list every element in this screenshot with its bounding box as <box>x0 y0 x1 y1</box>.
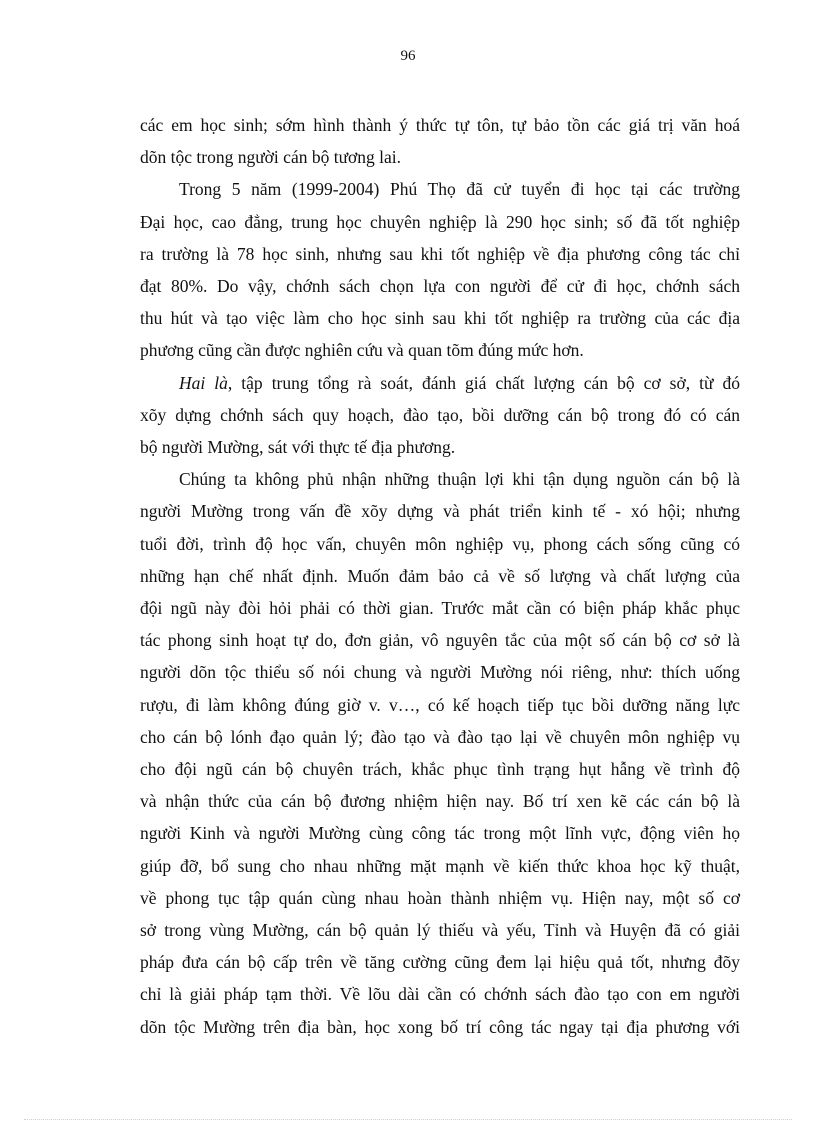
text-line: phương cũng cần được nghiên cứu và quan tõm đúng mức hơn. <box>140 340 584 361</box>
text-fragment: , tập trung tổng rà soát, đánh giá chất lượng cán bộ cơ sở, từ đó <box>227 372 740 393</box>
text-line: rượu, đi làm không đúng giờ v. v…, có kế hoạch tiếp tục bồi dưỡng năng lực <box>140 694 740 715</box>
text-line: chỉ là giải pháp tạm thời. Về lõu dài cần có chớnh sách đào tạo con em người <box>140 984 740 1005</box>
body-text <box>140 109 740 1043</box>
text-line: cho đội ngũ cán bộ chuyên trách, khắc phục tình trạng hụt hẫng về trình độ <box>140 759 740 780</box>
paragraph-2 <box>140 173 740 366</box>
text-line: người dõn tộc thiểu số nói chung và người Mường nói riêng, như: thích uống <box>140 662 740 683</box>
text-line: xõy dựng chớnh sách quy hoạch, đào tạo, bồi dưỡng cán bộ trong đó có cán <box>140 404 740 425</box>
text-line: tuổi đời, trình độ học vấn, chuyên môn nghiệp vụ, phong cách sống cũng có <box>140 533 740 554</box>
paragraph-3 <box>140 367 740 464</box>
page-number: 96 <box>400 48 416 64</box>
text-line: Đại học, cao đẳng, trung học chuyên nghiệp là 290 học sinh; số đã tốt nghiệp <box>140 211 740 232</box>
italic-lead: Hai là <box>179 372 228 393</box>
text-line: đội ngũ này đòi hỏi phải có thời gian. Trước mắt cần có biện pháp khắc phục <box>140 598 740 619</box>
text-line: người Mường trong vấn đề xõy dựng và phát triển kinh tế - xó hội; nhưng <box>140 501 740 522</box>
paragraph-1 <box>140 109 740 173</box>
text-line: về phong tục tập quán cùng nhau hoàn thành nhiệm vụ. Hiện nay, một số cơ <box>140 887 740 908</box>
footer-divider <box>24 1119 792 1120</box>
text-line: bộ người Mường, sát với thực tế địa phương. <box>140 437 456 458</box>
text-line: dõn tộc trong người cán bộ tương lai. <box>140 147 402 168</box>
text-line: dõn tộc Mường trên địa bàn, học xong bố trí công tác ngay tại địa phương với <box>140 1016 740 1037</box>
text-line: tác phong sinh hoạt tự do, đơn giản, vô nguyên tắc của một số cán bộ cơ sở là <box>140 630 740 651</box>
text-line: sở trong vùng Mường, cán bộ quản lý thiếu và yếu, Tỉnh và Huyện đã có giải <box>140 920 740 941</box>
text-line: Chúng ta không phủ nhận những thuận lợi khi tận dụng nguồn cán bộ là <box>179 469 740 490</box>
text-line: giúp đỡ, bổ sung cho nhau những mặt mạnh về kiến thức khoa học kỹ thuật, <box>140 855 740 876</box>
text-line: các em học sinh; sớm hình thành ý thức tự tôn, tự bảo tồn các giá trị văn hoá <box>140 115 740 135</box>
text-line: thu hút và tạo việc làm cho học sinh sau khi tốt nghiệp ra trường của các địa <box>140 308 740 329</box>
text-line: đạt 80%. Do vậy, chớnh sách chọn lựa con người để cử đi học, chớnh sách <box>140 276 740 297</box>
text-line: cho cán bộ lónh đạo quản lý; đào tạo và đào tạo lại về chuyên môn nghiệp vụ <box>140 726 740 747</box>
text-line: Trong 5 năm (1999-2004) Phú Thọ đã cử tuyển đi học tại các trường <box>179 179 740 200</box>
text-line: ra trường là 78 học sinh, nhưng sau khi tốt nghiệp về địa phương công tác chỉ <box>140 243 740 264</box>
text-line: và nhận thức của cán bộ đương nhiệm hiện nay. Bố trí xen kẽ các cán bộ là <box>140 791 740 812</box>
text-line: người Kinh và người Mường cùng công tác trong một lĩnh vực, động viên họ <box>140 823 740 844</box>
text-line: pháp đưa cán bộ cấp trên về tăng cường cũng đem lại hiệu quả tốt, nhưng đõy <box>140 952 740 973</box>
text-line: những hạn chế nhất định. Muốn đảm bảo cả về số lượng và chất lượng của <box>140 565 740 586</box>
text-line <box>140 367 740 399</box>
paragraph-4 <box>140 463 740 1043</box>
